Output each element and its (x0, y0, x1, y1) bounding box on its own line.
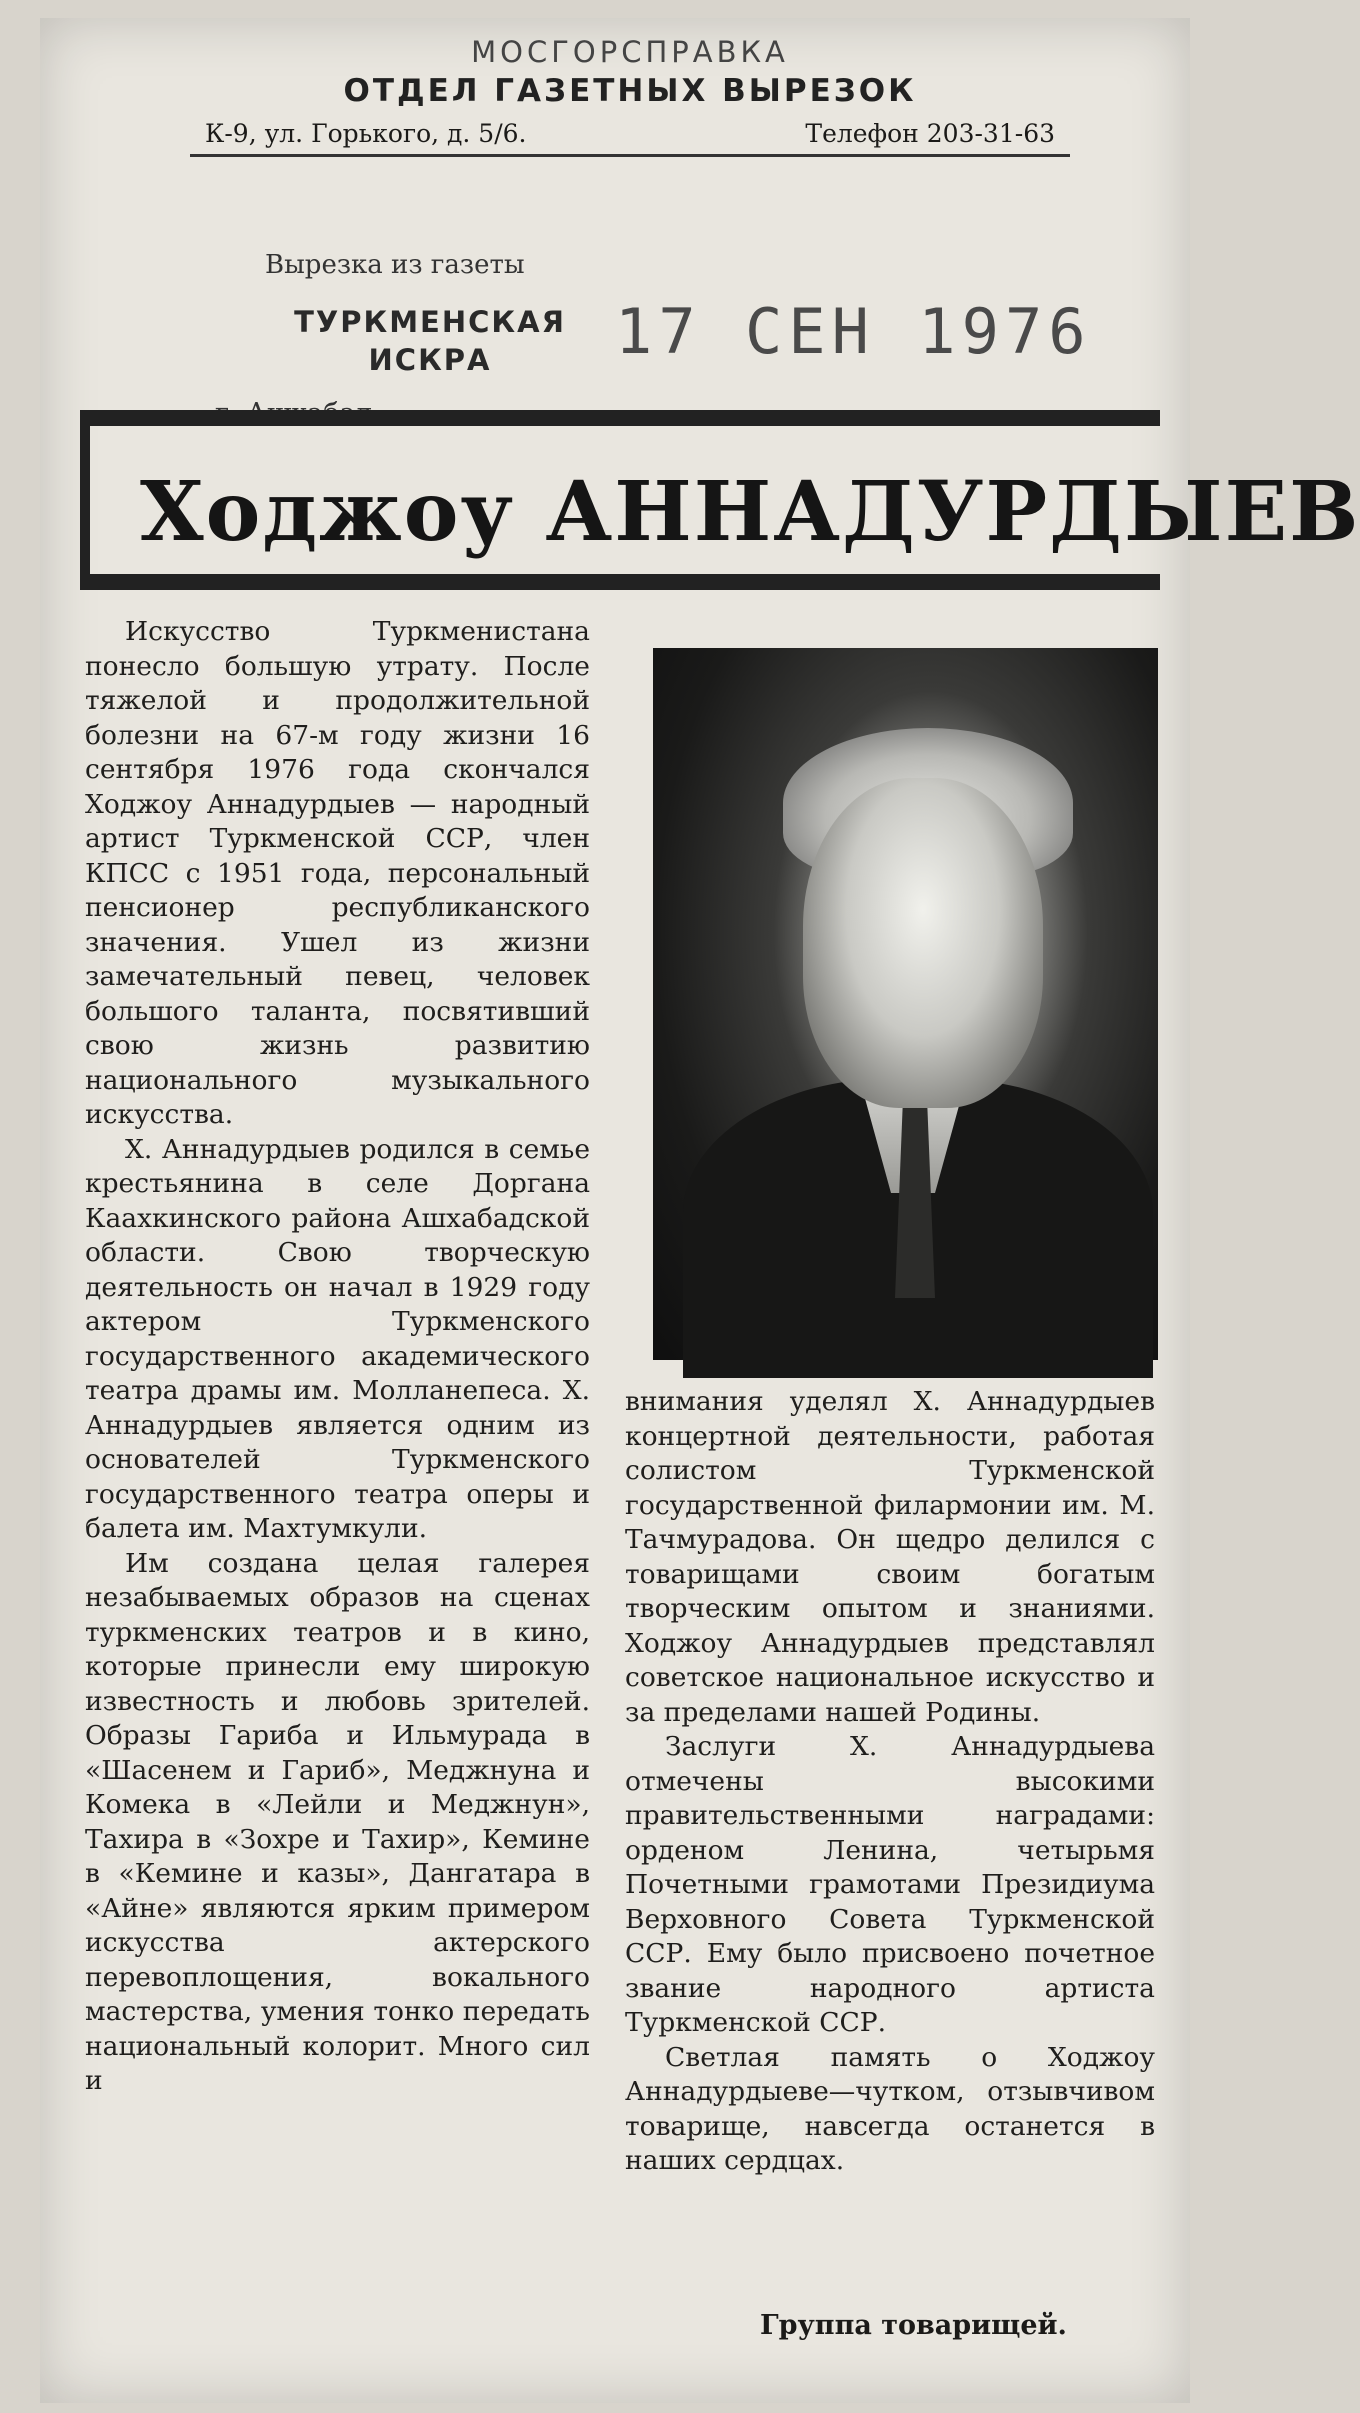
article-left-column (85, 615, 590, 2099)
contact-line (190, 119, 1070, 157)
newspaper-name-line1: ТУРКМЕНСКАЯ (294, 305, 566, 339)
city-label: г. Ашхабад (215, 398, 373, 429)
photo-face (803, 778, 1043, 1108)
date-stamp: 17 СЕН 1976 (615, 295, 1092, 368)
paragraph: Заслуги Х. Аннадурдыева отмечены высокими правительственными наградами: орденом Ленина, четырьмя Почетными грамотами Президиума Верховного Совета Туркменской ССР. Ему было присвоено почетное звание народного артиста Туркменской ССР. (625, 1731, 1155, 2038)
paragraph: Светлая память о Ходжоу Аннадурдыеве—чутком, отзывчивом товарище, навсегда останется в наших сердцах. (625, 2041, 1155, 2176)
paragraph: Искусство Туркменистана понесло большую утрату. После тяжелой и продолжительной болезни на 67-м году жизни 16 сентября 1976 года скончался Ходжоу Аннадурдыев — народный артист Туркменской ССР, член КПСС с 1951 года, персональный пенсионер республиканского значения. Ушел из жизни замечательный певец, человек большого таланта, посвятивший свою жизнь развитию национального музыкального искусства. (85, 616, 590, 1130)
agency-name: МОСГОРСПРАВКА (471, 35, 789, 69)
newspaper-name-line2: ИСКРА (368, 343, 492, 377)
clipping-service-header (190, 35, 1070, 157)
department-name: ОТДЕЛ ГАЗЕТНЫХ ВЫРЕЗОК (343, 73, 917, 109)
paragraph: Им создана целая галерея незабываемых образов на сценах туркменских театров и в кино, которые принесли ему широкую известность и любовь зрителей. Образы Гариба и Ильмурада в «Шасенем и Гариб», Меджнуна и Комека в «Лейли и Меджнун», Тахира в «Зохре и Тахир», Кемине в «Кемине и казы», Дангатара в «Айне» являются ярким примером искусства актерского перевоплощения, вокального мастерства, умения тонко передать национальный колорит. Много сил и (85, 1547, 590, 2096)
newspaper-name (285, 303, 575, 379)
clipping-label: Вырезка из газеты (265, 250, 525, 280)
obituary-title: Ходжоу АННАДУРДЫЕВ (140, 464, 1360, 560)
obituary-title-frame (80, 410, 1360, 590)
article-right-column (625, 1385, 1155, 2179)
signature: Группа товарищей. (760, 2310, 1067, 2341)
paragraph: Х. Аннадурдыев родился в семье крестьянина в селе Доргана Каахкинского района Ашхабадской области. Свою творческую деятельность он начал в 1929 году актером Туркменского государственного академического театра драмы им. Молланепеса. Х. Аннадурдыев является одним из основателей Туркменского государственного театра оперы и балета им. Махтумкули. (85, 1133, 590, 1544)
portrait-photo (653, 648, 1158, 1360)
address: К-9, ул. Горького, д. 5/6. (205, 119, 527, 148)
paragraph: внимания уделял Х. Аннадурдыев концертной деятельности, работая солистом Туркменской государственной филармонии им. М. Тачмурадова. Он щедро делился с товарищами своим богатым творческим опытом и знаниями. Ходжоу Аннадурдыев представлял советское национальное искусство и за пределами нашей Родины. (625, 1386, 1155, 1728)
phone: Телефон 203-31-63 (805, 119, 1055, 148)
